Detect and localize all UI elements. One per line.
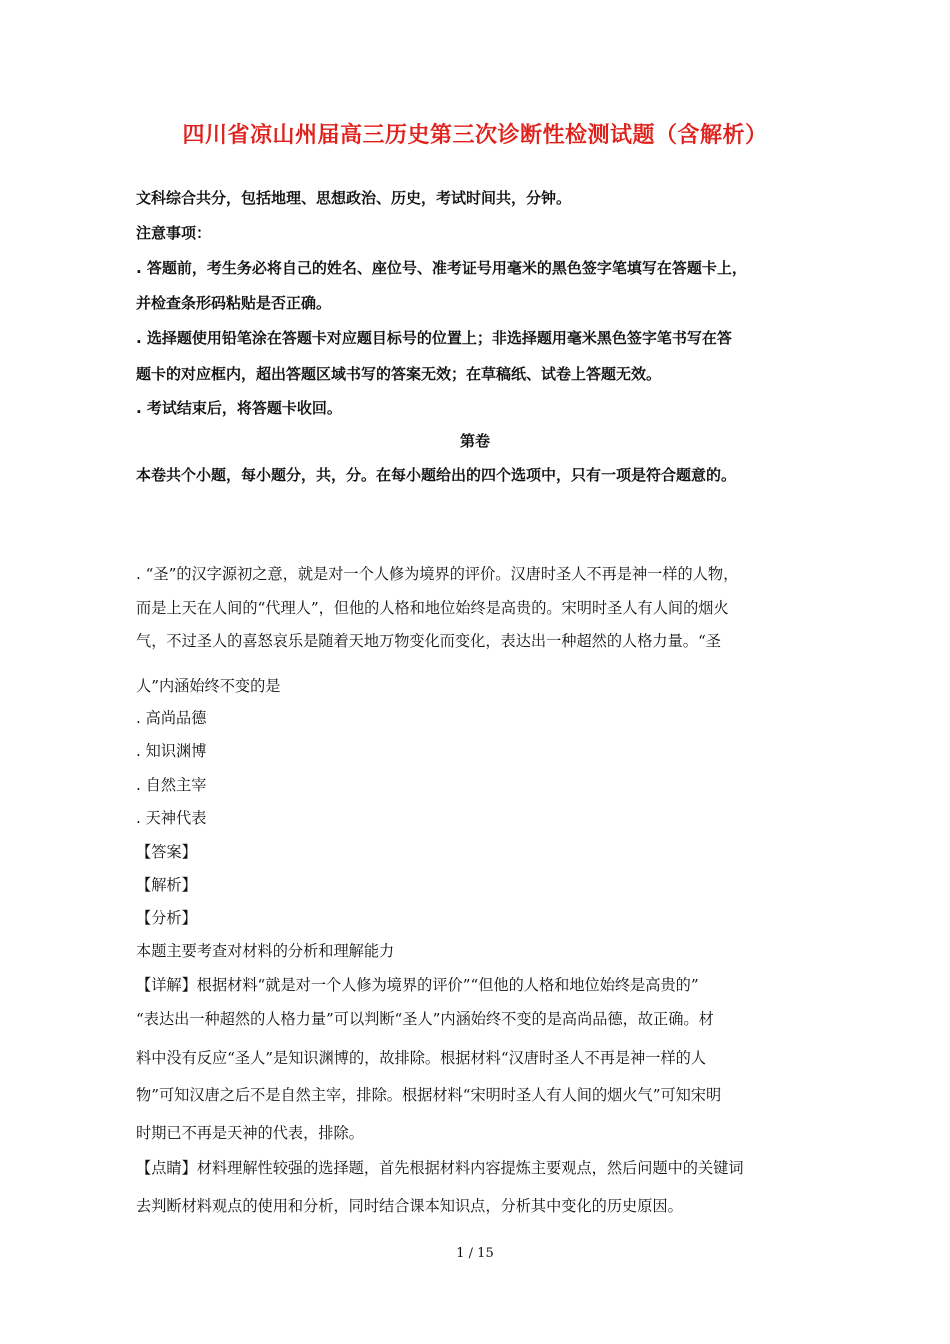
notice-item-2-line-1: . 选择题使用铅笔涂在答题卡对应题目标号的位置上；非选择题用毫米黑色签字笔书写在答	[136, 329, 732, 347]
question-stem-line: 而是上天在人间的“代理人”，但他的人格和地位始终是高贵的。宋明时圣人有人间的烟火	[136, 599, 729, 617]
section-heading: 第卷	[459, 432, 490, 450]
comment-line: 【点睛】材料理解性较强的选择题，首先根据材料内容提炼主要观点，然后问题中的关键词	[136, 1159, 744, 1177]
document-title: 四川省凉山州届高三历史第三次诊断性检测试题（含解析）	[182, 123, 768, 148]
fenxi-text: 本题主要考查对材料的分析和理解能力	[136, 942, 395, 960]
notice-item-3: . 考试结束后，将答题卡收回。	[136, 399, 342, 417]
detail-line: 物”可知汉唐之后不是自然主宰，排除。根据材料“宋明时圣人有人间的烟火气”可知宋明	[136, 1086, 722, 1104]
question-stem-line: 人”内涵始终不变的是	[136, 677, 281, 695]
notice-item-1-line-2: 并检查条形码粘贴是否正确。	[136, 294, 332, 312]
fenxi-label: 【分析】	[136, 909, 197, 927]
option-d: . 天神代表	[136, 809, 207, 827]
analysis-label: 【解析】	[136, 876, 197, 894]
section-instruction: 本卷共个小题，每小题分，共，分。在每小题给出的四个选项中，只有一项是符合题意的。	[136, 466, 737, 484]
option-a: . 高尚品德	[136, 709, 207, 727]
question-stem-line: . “圣”的汉字源初之意，就是对一个人修为境界的评价。汉唐时圣人不再是神一样的人物，	[136, 565, 739, 583]
notice-heading: 注意事项：	[136, 224, 212, 242]
page-number: 1 / 15	[456, 1246, 494, 1261]
detail-line: 时期已不再是天神的代表，排除。	[136, 1124, 364, 1142]
intro-line: 文科综合共分，包括地理、思想政治、历史，考试时间共，分钟。	[136, 189, 572, 207]
option-b: . 知识渊博	[136, 742, 207, 760]
option-c: . 自然主宰	[136, 776, 207, 794]
notice-item-1-line-1: . 答题前，考生务必将自己的姓名、座位号、准考证号用毫米的黑色签字笔填写在答题卡上，	[136, 259, 747, 277]
detail-line: 【详解】根据材料“就是对一个人修为境界的评价”“但他的人格和地位始终是高贵的”	[136, 976, 699, 994]
detail-line: “表达出一种超然的人格力量”可以判断“圣人”内涵始终不变的是高尚品德，故正确。材	[136, 1010, 714, 1028]
detail-line: 料中没有反应“圣人”是知识渊博的，故排除。根据材料“汉唐时圣人不再是神一样的人	[136, 1049, 707, 1067]
comment-line: 去判断材料观点的使用和分析，同时结合课本知识点，分析其中变化的历史原因。	[136, 1197, 683, 1215]
answer-label: 【答案】	[136, 843, 197, 861]
question-stem-line: 气，不过圣人的喜怒哀乐是随着天地万物变化而变化，表达出一种超然的人格力量。“圣	[136, 632, 721, 650]
notice-item-2-line-2: 题卡的对应框内，超出答题区域书写的答案无效；在草稿纸、试卷上答题无效。	[136, 365, 662, 383]
